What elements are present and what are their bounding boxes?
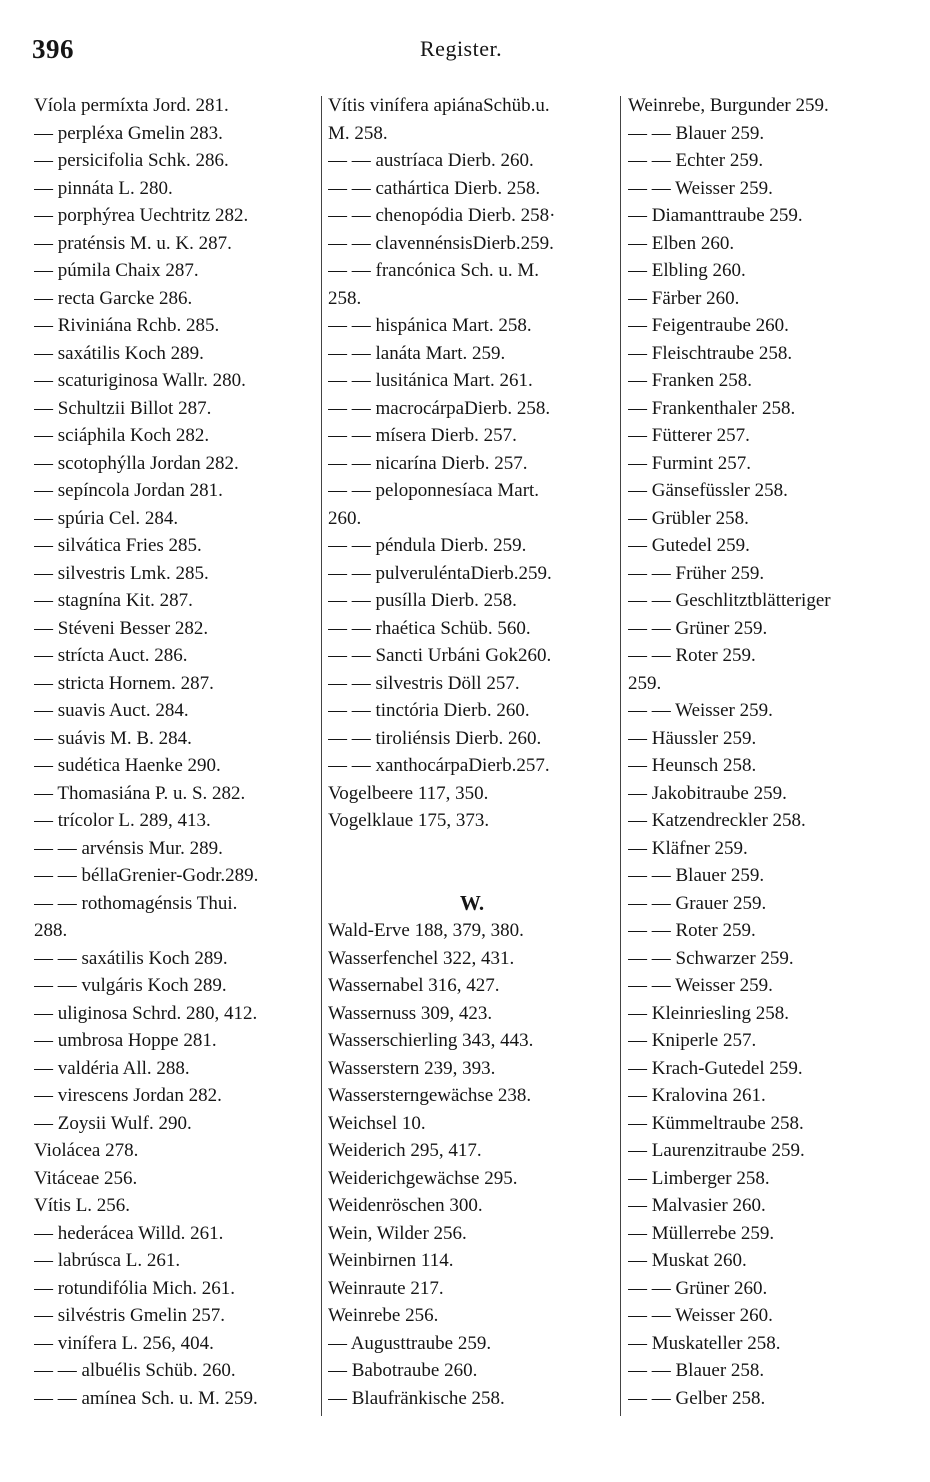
index-entry: — — Blauer 259. <box>628 122 765 144</box>
index-entry: — — Grüner 260. <box>628 1277 768 1299</box>
index-entry: — Augusttraube 259. <box>328 1332 492 1354</box>
index-entry: — Muskat 260. <box>628 1250 747 1271</box>
index-entry: — Laurenzitraube 259. <box>628 1140 805 1161</box>
index-entry: — Zoysii Wulf. 290. <box>34 1112 192 1134</box>
index-entry: Wassernabel 316, 427. <box>328 975 500 996</box>
index-entry: — — chenopódia Dierb. 258· <box>328 205 556 226</box>
index-entry: — Gutedel 259. <box>628 535 750 556</box>
index-entry: Wasserschierling 343, 443. <box>328 1030 534 1051</box>
index-entry: — — peloponnesíaca Mart. <box>328 480 540 501</box>
index-entry: — Fleischtraube 258. <box>628 342 793 364</box>
index-entry: — — Blauer 259. <box>628 865 765 886</box>
index-entry: — Grübler 258. <box>628 507 749 529</box>
index-entry: — Franken 258. <box>628 370 753 391</box>
page-number: 396 <box>32 34 74 64</box>
index-entry: — suávis M. B. 284. <box>34 727 192 749</box>
index-entry: — praténsis M. u. K. 287. <box>34 232 232 254</box>
index-entry: — Babotraube 260. <box>328 1360 478 1381</box>
index-entry: — — xanthocárpaDierb.257. <box>328 755 550 776</box>
index-entry: — Diamanttraube 259. <box>628 205 803 226</box>
index-entry: Wassernuss 309, 423. <box>328 1002 493 1024</box>
section-letter-heading: W. <box>459 890 485 915</box>
index-entry: — — Sancti Urbáni Gok260. <box>328 645 552 666</box>
index-entry: — — Weisser 259. <box>628 975 773 996</box>
index-column-2 <box>328 92 616 1412</box>
index-entry: — — péndula Dierb. 259. <box>328 535 527 556</box>
index-entry: — Frankenthaler 258. <box>628 397 796 419</box>
index-entry: 288. <box>34 920 68 941</box>
index-entry: — Stéveni Besser 282. <box>34 617 209 639</box>
index-entry: Weiderich 295, 417. <box>328 1140 482 1161</box>
index-entry: — Kralovina 261. <box>628 1085 766 1106</box>
column-divider <box>620 96 621 1416</box>
index-entry: Wassersterngewächse 238. <box>328 1085 532 1106</box>
index-entry: — Kläfner 259. <box>628 837 748 859</box>
index-entry: — — Geschlitztblätteriger <box>628 590 831 611</box>
index-entry: — — cathártica Dierb. 258. <box>328 177 541 199</box>
index-entry: — — Weisser 260. <box>628 1305 773 1326</box>
index-entry: — stagnína Kit. 287. <box>34 590 193 611</box>
index-entry: — porphýrea Uechtritz 282. <box>34 205 249 226</box>
index-entry: — silvéstris Gmelin 257. <box>34 1305 226 1326</box>
index-column-1 <box>34 92 318 1412</box>
index-entry: — púmila Chaix 287. <box>34 260 199 281</box>
index-entry <box>328 862 616 890</box>
index-entry: — Katzendreckler 258. <box>628 810 806 831</box>
index-entry: — Schultzii Billot 287. <box>34 397 212 419</box>
index-entry: — umbrosa Hoppe 281. <box>34 1030 217 1051</box>
index-entry: Wein, Wilder 256. <box>328 1222 467 1244</box>
index-entry: — uliginosa Schrd. 280, 412. <box>34 1002 258 1024</box>
index-entry: — — hispánica Mart. 258. <box>328 315 532 336</box>
index-entry: — — lusitánica Mart. 261. <box>328 370 533 391</box>
index-entry: — Elben 260. <box>628 232 735 254</box>
index-entry: — Elbling 260. <box>628 260 746 281</box>
index-entry: — — béllaGrenier-Godr.289. <box>34 865 259 886</box>
index-entry: Vítis vinífera apiánaSchüb.u. <box>328 95 550 116</box>
running-head: Register. <box>420 36 503 61</box>
index-entry: — Häussler 259. <box>628 727 757 749</box>
index-entry: — — Grauer 259. <box>628 892 767 914</box>
index-entry: — Malvasier 260. <box>628 1195 766 1216</box>
index-entry: — vinífera L. 256, 404. <box>34 1332 214 1354</box>
index-entry: — — clavennénsisDierb.259. <box>328 232 554 254</box>
index-entry: Weinrebe, Burgunder 259. <box>628 95 829 116</box>
index-entry: — perpléxa Gmelin 283. <box>34 122 223 144</box>
index-entry: — valdéria All. 288. <box>34 1057 190 1079</box>
index-entry: — — Weisser 259. <box>628 177 773 199</box>
index-entry: — spúria Cel. 284. <box>34 507 179 529</box>
index-entry: — pinnáta L. 280. <box>34 177 173 199</box>
index-entry: — — silvestris Döll 257. <box>328 672 520 694</box>
index-entry: Wasserstern 239, 393. <box>328 1057 496 1079</box>
index-entry: — — rothomagénsis Thui. <box>34 892 238 914</box>
index-entry: Weinbirnen 114. <box>328 1250 454 1271</box>
index-entry: Vítis L. 256. <box>34 1195 131 1216</box>
index-entry: Wasserfenchel 322, 431. <box>328 947 515 969</box>
index-entry: 259. <box>628 672 662 694</box>
index-entry: 258. <box>328 287 362 309</box>
index-entry: Vitáceae 256. <box>34 1167 138 1189</box>
index-entry: — sepíncola Jordan 281. <box>34 480 223 501</box>
index-entry: — persicifolia Schk. 286. <box>34 150 229 171</box>
index-entry: — — lanáta Mart. 259. <box>328 342 506 364</box>
index-entry: — — tiroliénsis Dierb. 260. <box>328 727 542 749</box>
index-entry: — — Grüner 259. <box>628 617 768 639</box>
index-entry: — Müllerrebe 259. <box>628 1222 775 1244</box>
index-entry: — Kniperle 257. <box>628 1030 757 1051</box>
index-entry: Vogelbeere 117, 350. <box>328 782 489 804</box>
index-entry: Weidenröschen 300. <box>328 1195 483 1216</box>
index-entry: — — Schwarzer 259. <box>628 947 794 969</box>
index-entry: — — Echter 259. <box>628 150 764 171</box>
index-entry: — Limberger 258. <box>628 1167 770 1189</box>
index-entry: — Heunsch 258. <box>628 755 757 776</box>
index-entry: — Jakobitraube 259. <box>628 782 787 804</box>
index-entry: — Kümmeltraube 258. <box>628 1112 804 1134</box>
index-entry: — — mísera Dierb. 257. <box>328 425 517 446</box>
index-entry: — — saxátilis Koch 289. <box>34 947 228 969</box>
index-entry: — virescens Jordan 282. <box>34 1085 222 1106</box>
index-entry: — — Roter 259. <box>628 645 756 666</box>
index-entry: — — francónica Sch. u. M. <box>328 260 540 281</box>
index-entry: — — rhaética Schüb. 560. <box>328 617 531 639</box>
index-entry: — Krach-Gutedel 259. <box>628 1057 803 1079</box>
index-entry: — recta Garcke 286. <box>34 287 193 309</box>
index-entry: — scaturiginosa Wallr. 280. <box>34 370 246 391</box>
index-entry: — scotophýlla Jordan 282. <box>34 452 239 474</box>
index-entry: — — nicarína Dierb. 257. <box>328 452 528 474</box>
index-entry: — saxátilis Koch 289. <box>34 342 204 364</box>
index-entry: — Riviniána Rchb. 285. <box>34 315 220 336</box>
index-entry: — — albuélis Schüb. 260. <box>34 1360 236 1381</box>
index-entry: — — amínea Sch. u. M. 259. <box>34 1387 258 1409</box>
index-entry: M. 258. <box>328 122 388 144</box>
column-divider <box>321 96 322 1416</box>
index-entry: — silvática Fries 285. <box>34 535 202 556</box>
index-entry: — trícolor L. 289, 413. <box>34 810 211 831</box>
index-entry: — Gänsefüssler 258. <box>628 480 788 501</box>
index-entry: — — pulveruléntaDierb.259. <box>328 562 552 584</box>
index-entry: — Kleinriesling 258. <box>628 1002 789 1024</box>
index-entry: — Furmint 257. <box>628 452 751 474</box>
index-entry: — Färber 260. <box>628 287 740 309</box>
index-entry: — — tinctória Dierb. 260. <box>328 700 530 721</box>
index-entry: — — Blauer 258. <box>628 1360 765 1381</box>
index-entry: Vogelklaue 175, 373. <box>328 810 490 831</box>
index-entry: — — vulgáris Koch 289. <box>34 975 227 996</box>
index-entry: — — Weisser 259. <box>628 700 773 721</box>
index-entry: — — Roter 259. <box>628 920 756 941</box>
index-entry: — — Früher 259. <box>628 562 765 584</box>
index-entry: — — arvénsis Mur. 289. <box>34 837 223 859</box>
index-entry: — — Gelber 258. <box>628 1387 766 1409</box>
index-column-3 <box>628 92 918 1412</box>
index-entry: 260. <box>328 507 362 529</box>
index-entry <box>328 835 616 863</box>
index-entry: — Thomasiána P. u. S. 282. <box>34 782 246 804</box>
index-entry: — rotundifólia Mich. 261. <box>34 1277 236 1299</box>
index-entry: — stricta Hornem. 287. <box>34 672 214 694</box>
index-entry: Violácea 278. <box>34 1140 139 1161</box>
index-entry: Weinraute 217. <box>328 1277 444 1299</box>
index-entry: — Feigentraube 260. <box>628 315 789 336</box>
index-entry: — Blaufränkische 258. <box>328 1387 505 1409</box>
index-entry: Víola permíxta Jord. 281. <box>34 95 229 116</box>
index-entry: — hederácea Willd. 261. <box>34 1222 224 1244</box>
index-entry: — silvestris Lmk. 285. <box>34 562 209 584</box>
index-entry: Weiderichgewächse 295. <box>328 1167 518 1189</box>
index-entry: — — macrocárpaDierb. 258. <box>328 397 551 419</box>
index-entry: — strícta Auct. 286. <box>34 645 188 666</box>
index-entry: — labrúsca L. 261. <box>34 1250 181 1271</box>
index-entry: — sciáphila Koch 282. <box>34 425 210 446</box>
index-entry: — Muskateller 258. <box>628 1332 781 1354</box>
index-entry: — suavis Auct. 284. <box>34 700 189 721</box>
index-entry: Weinrebe 256. <box>328 1305 439 1326</box>
index-entry: — — pusílla Dierb. 258. <box>328 590 517 611</box>
index-entry: Wald-Erve 188, 379, 380. <box>328 920 524 941</box>
index-entry: — — austríaca Dierb. 260. <box>328 150 534 171</box>
index-entry: — sudética Haenke 290. <box>34 755 221 776</box>
index-entry: Weichsel 10. <box>328 1112 426 1134</box>
index-entry: — Fütterer 257. <box>628 425 750 446</box>
